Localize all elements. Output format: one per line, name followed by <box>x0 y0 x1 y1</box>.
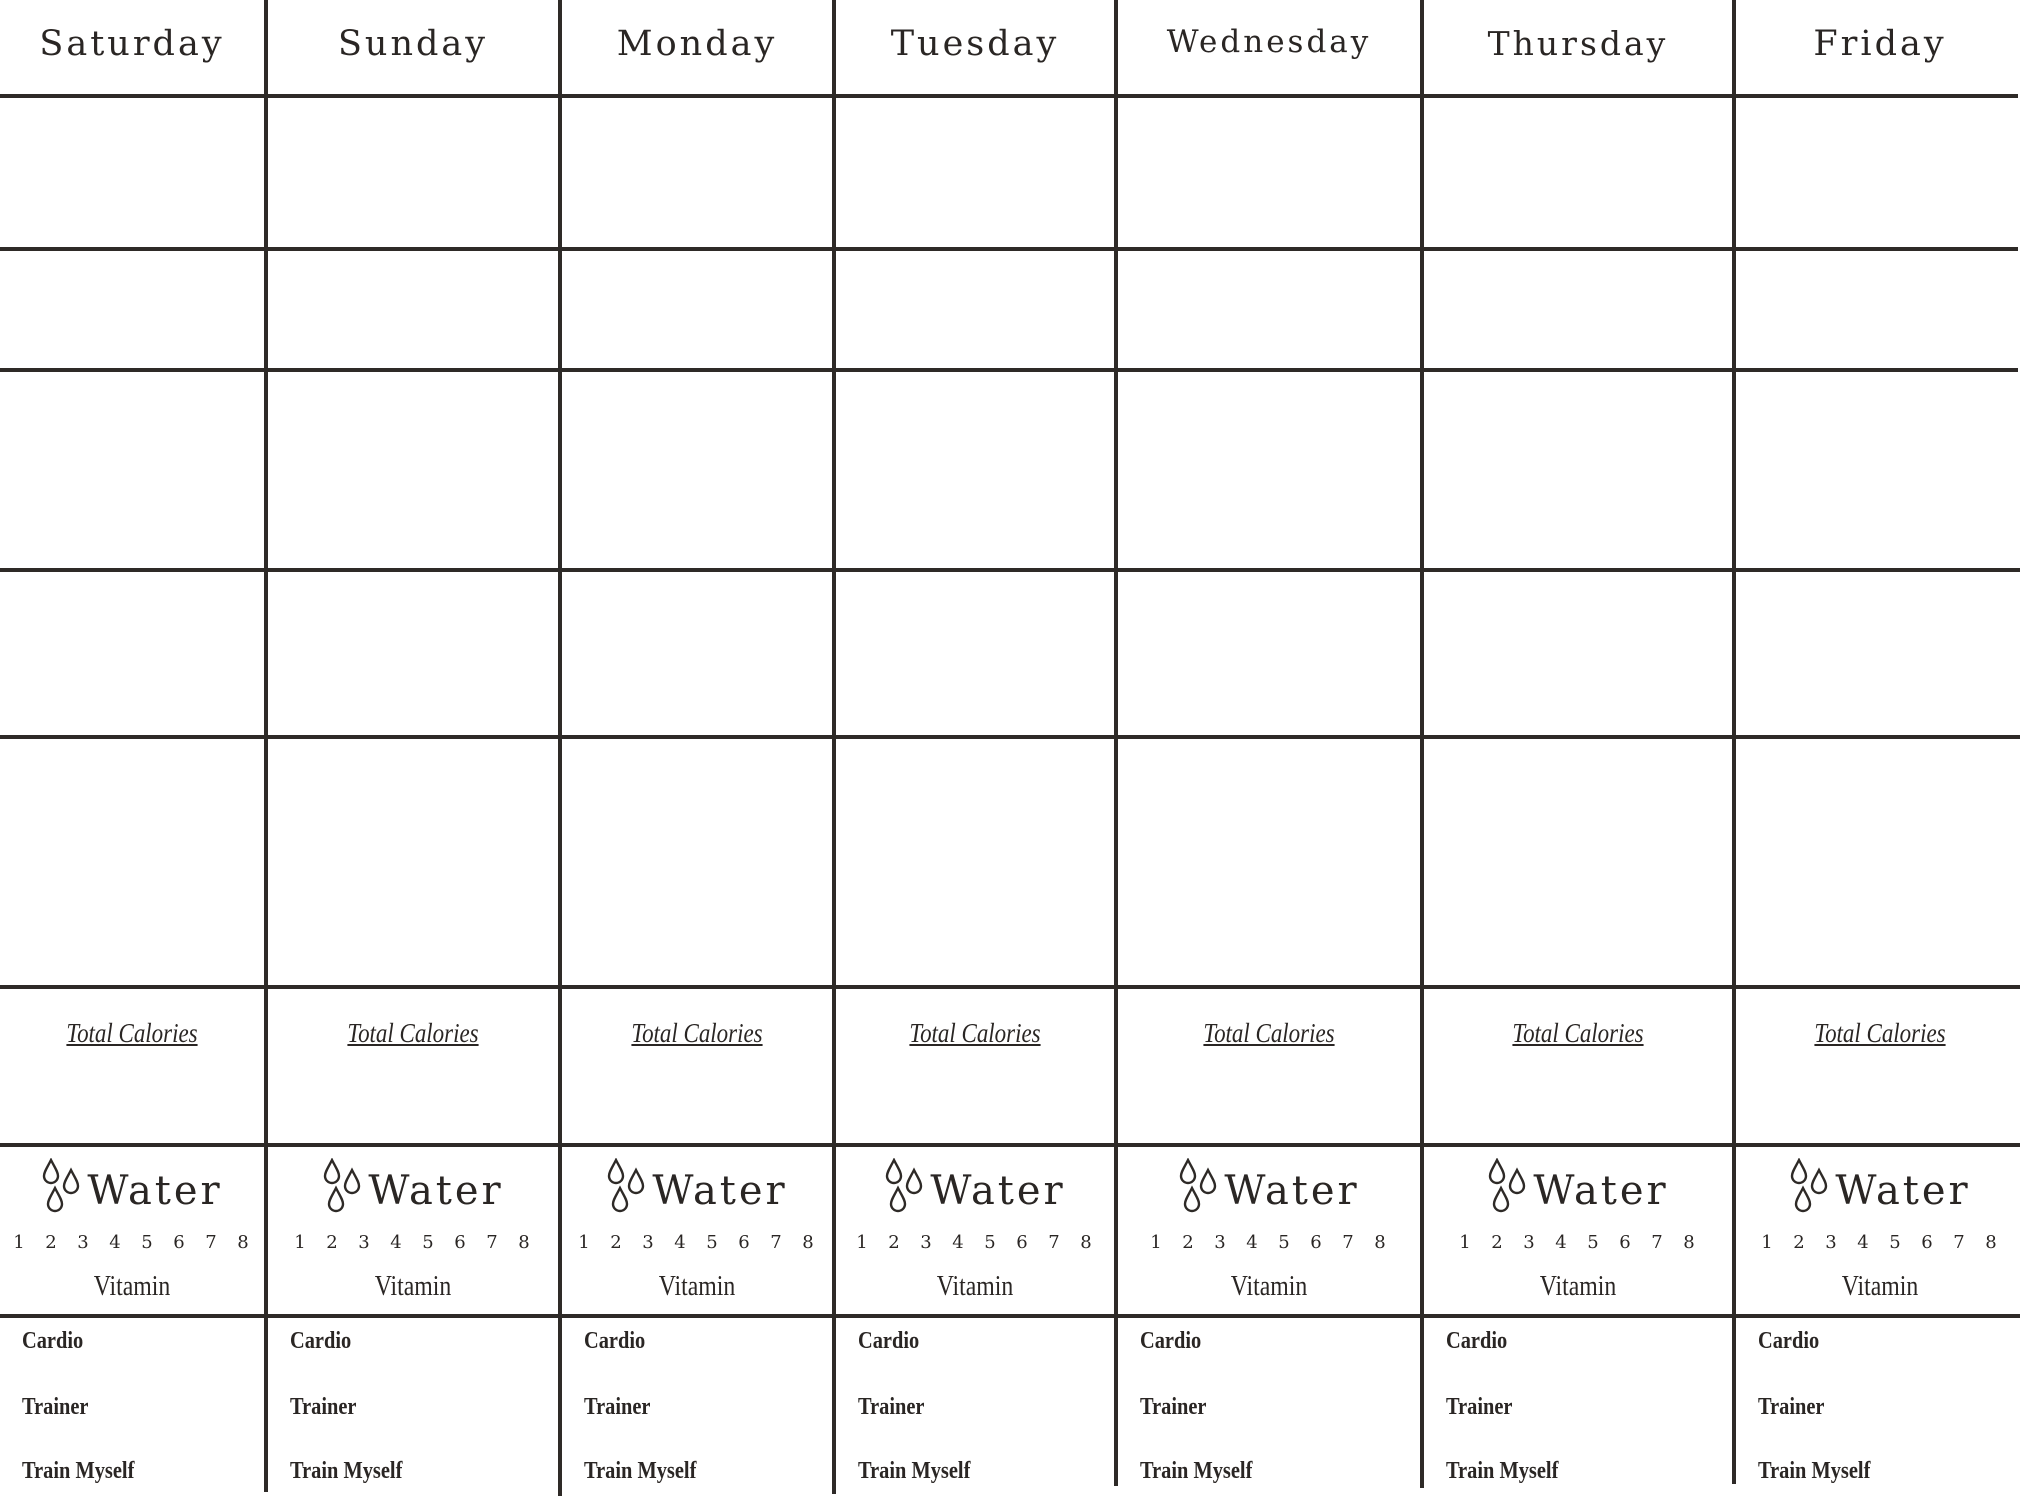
water-label: Water <box>368 1168 504 1214</box>
train-myself-label: Train Myself <box>584 1458 697 1484</box>
water-glass-2[interactable]: 2 <box>888 1232 902 1253</box>
water-glass-6[interactable]: 6 <box>173 1232 187 1253</box>
water-tracker <box>1118 1158 1420 1216</box>
water-glass-8[interactable]: 8 <box>237 1232 251 1253</box>
vitamin-label: Vitamin <box>93 1270 171 1302</box>
cardio-label: Cardio <box>22 1328 84 1354</box>
water-label: Water <box>1533 1168 1669 1214</box>
water-tracker <box>1736 1158 2024 1216</box>
total-calories-label: Total Calories <box>1814 1018 1946 1048</box>
day-column-tuesday <box>836 0 1114 1501</box>
water-glass-numbers <box>1424 1232 1732 1253</box>
water-glass-8[interactable]: 8 <box>1374 1232 1388 1253</box>
trainer-label: Trainer <box>1758 1394 1825 1420</box>
water-glass-7[interactable]: 7 <box>770 1232 784 1253</box>
total-calories-label: Total Calories <box>1512 1018 1644 1048</box>
water-glass-5[interactable]: 5 <box>1278 1232 1292 1253</box>
total-calories-label: Total Calories <box>1203 1018 1335 1048</box>
water-glass-7[interactable]: 7 <box>1048 1232 1062 1253</box>
water-glass-7[interactable]: 7 <box>1651 1232 1665 1253</box>
water-glass-4[interactable]: 4 <box>390 1232 404 1253</box>
water-glass-3[interactable]: 3 <box>920 1232 934 1253</box>
water-label: Water <box>87 1168 223 1214</box>
water-glass-4[interactable]: 4 <box>1857 1232 1871 1253</box>
water-glass-3[interactable]: 3 <box>1825 1232 1839 1253</box>
water-glass-7[interactable]: 7 <box>1342 1232 1356 1253</box>
total-calories-label: Total Calories <box>66 1018 198 1048</box>
water-glass-4[interactable]: 4 <box>109 1232 123 1253</box>
cardio-label: Cardio <box>1446 1328 1508 1354</box>
water-glass-8[interactable]: 8 <box>518 1232 532 1253</box>
water-label: Water <box>1835 1168 1971 1214</box>
day-column-friday <box>1736 0 2024 1501</box>
cardio-label: Cardio <box>290 1328 352 1354</box>
water-glass-1[interactable]: 1 <box>1150 1232 1164 1253</box>
cardio-label: Cardio <box>1758 1328 1820 1354</box>
total-calories-label: Total Calories <box>909 1018 1041 1048</box>
day-header: Tuesday <box>890 24 1060 64</box>
water-glass-6[interactable]: 6 <box>454 1232 468 1253</box>
trainer-label: Trainer <box>858 1394 925 1420</box>
day-column-sunday <box>268 0 558 1501</box>
water-glass-numbers <box>1118 1232 1420 1253</box>
water-drops-icon <box>41 1158 83 1216</box>
water-glass-numbers <box>562 1232 832 1253</box>
water-drops-icon <box>1178 1158 1220 1216</box>
water-glass-numbers <box>1736 1232 2024 1253</box>
water-glass-1[interactable]: 1 <box>578 1232 592 1253</box>
water-glass-6[interactable]: 6 <box>1016 1232 1030 1253</box>
water-glass-numbers <box>836 1232 1114 1253</box>
train-myself-label: Train Myself <box>1140 1458 1253 1484</box>
total-calories-label: Total Calories <box>631 1018 763 1048</box>
water-glass-3[interactable]: 3 <box>642 1232 656 1253</box>
water-glass-2[interactable]: 2 <box>1182 1232 1196 1253</box>
water-glass-2[interactable]: 2 <box>610 1232 624 1253</box>
water-glass-6[interactable]: 6 <box>1310 1232 1324 1253</box>
water-glass-8[interactable]: 8 <box>1985 1232 1999 1253</box>
day-header: Saturday <box>39 24 225 64</box>
water-glass-4[interactable]: 4 <box>952 1232 966 1253</box>
train-myself-label: Train Myself <box>858 1458 971 1484</box>
day-header: Thursday <box>1487 24 1669 63</box>
water-glass-1[interactable]: 1 <box>1761 1232 1775 1253</box>
water-glass-3[interactable]: 3 <box>1214 1232 1228 1253</box>
water-glass-6[interactable]: 6 <box>1921 1232 1935 1253</box>
water-glass-numbers <box>0 1232 264 1253</box>
water-glass-8[interactable]: 8 <box>1683 1232 1697 1253</box>
cardio-label: Cardio <box>584 1328 646 1354</box>
cardio-label: Cardio <box>858 1328 920 1354</box>
cardio-label: Cardio <box>1140 1328 1202 1354</box>
water-drops-icon <box>884 1158 926 1216</box>
water-glass-1[interactable]: 1 <box>856 1232 870 1253</box>
water-glass-8[interactable]: 8 <box>1080 1232 1094 1253</box>
trainer-label: Trainer <box>1446 1394 1513 1420</box>
water-glass-6[interactable]: 6 <box>1619 1232 1633 1253</box>
trainer-label: Trainer <box>290 1394 357 1420</box>
water-glass-3[interactable]: 3 <box>1523 1232 1537 1253</box>
day-header: Monday <box>616 24 778 64</box>
water-label: Water <box>930 1168 1066 1214</box>
water-glass-4[interactable]: 4 <box>1555 1232 1569 1253</box>
day-column-wednesday <box>1118 0 1420 1501</box>
water-glass-1[interactable]: 1 <box>13 1232 27 1253</box>
trainer-label: Trainer <box>22 1394 89 1420</box>
vitamin-label: Vitamin <box>374 1270 452 1302</box>
trainer-label: Trainer <box>584 1394 651 1420</box>
water-glass-5[interactable]: 5 <box>422 1232 436 1253</box>
water-glass-3[interactable]: 3 <box>77 1232 91 1253</box>
water-glass-4[interactable]: 4 <box>1246 1232 1260 1253</box>
water-glass-1[interactable]: 1 <box>1459 1232 1473 1253</box>
water-glass-5[interactable]: 5 <box>984 1232 998 1253</box>
day-header: Friday <box>1813 24 1947 64</box>
vitamin-label: Vitamin <box>1539 1270 1617 1302</box>
trainer-label: Trainer <box>1140 1394 1207 1420</box>
water-glass-5[interactable]: 5 <box>706 1232 720 1253</box>
water-label: Water <box>652 1168 788 1214</box>
water-glass-5[interactable]: 5 <box>1587 1232 1601 1253</box>
water-glass-7[interactable]: 7 <box>486 1232 500 1253</box>
water-glass-6[interactable]: 6 <box>738 1232 752 1253</box>
water-glass-7[interactable]: 7 <box>1953 1232 1967 1253</box>
day-column-thursday <box>1424 0 1732 1501</box>
day-header: Wednesday <box>1166 24 1372 60</box>
water-glass-5[interactable]: 5 <box>141 1232 155 1253</box>
water-tracker <box>836 1158 1114 1216</box>
water-glass-2[interactable]: 2 <box>326 1232 340 1253</box>
water-glass-2[interactable]: 2 <box>1793 1232 1807 1253</box>
day-column-saturday <box>0 0 264 1501</box>
vitamin-label: Vitamin <box>1841 1270 1919 1302</box>
water-drops-icon <box>322 1158 364 1216</box>
water-glass-2[interactable]: 2 <box>45 1232 59 1253</box>
vitamin-label: Vitamin <box>1230 1270 1308 1302</box>
water-glass-4[interactable]: 4 <box>674 1232 688 1253</box>
water-glass-7[interactable]: 7 <box>205 1232 219 1253</box>
train-myself-label: Train Myself <box>22 1458 135 1484</box>
train-myself-label: Train Myself <box>290 1458 403 1484</box>
water-glass-2[interactable]: 2 <box>1491 1232 1505 1253</box>
water-tracker <box>562 1158 832 1216</box>
water-tracker <box>0 1158 264 1216</box>
water-drops-icon <box>1789 1158 1831 1216</box>
total-calories-label: Total Calories <box>347 1018 479 1048</box>
vitamin-label: Vitamin <box>936 1270 1014 1302</box>
day-header: Sunday <box>337 24 489 64</box>
water-tracker <box>1424 1158 1732 1216</box>
water-glass-5[interactable]: 5 <box>1889 1232 1903 1253</box>
water-glass-1[interactable]: 1 <box>294 1232 308 1253</box>
water-glass-3[interactable]: 3 <box>358 1232 372 1253</box>
vitamin-label: Vitamin <box>658 1270 736 1302</box>
day-column-monday <box>562 0 832 1501</box>
train-myself-label: Train Myself <box>1758 1458 1871 1484</box>
water-drops-icon <box>1487 1158 1529 1216</box>
water-drops-icon <box>606 1158 648 1216</box>
water-glass-8[interactable]: 8 <box>802 1232 816 1253</box>
water-tracker <box>268 1158 558 1216</box>
water-label: Water <box>1224 1168 1360 1214</box>
water-glass-numbers <box>268 1232 558 1253</box>
train-myself-label: Train Myself <box>1446 1458 1559 1484</box>
